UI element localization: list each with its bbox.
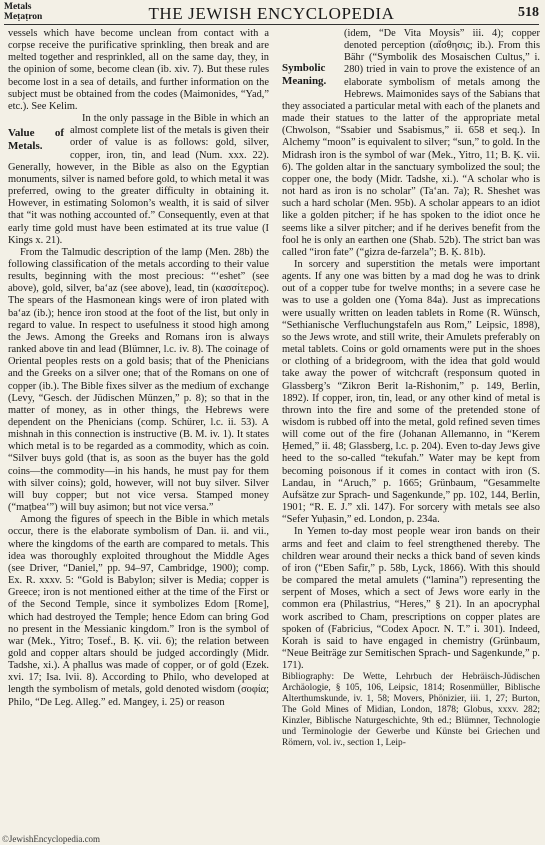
paragraph: (idem, “De Vita Moysis” iii. 4); copper denoted perception (αἴσθησις; ib.). From this Bähr (“Symbolik des Mosaischen Cultus,” i. 280) tried in vain to prove the existence of an elaborate symbolism of metals among the Hebrews. Maimonides says of the Sabians that they associated a particular metal with each of the planets and made their statues to the latter of the appropriate metal (Chwolson, “Ssabier und Ssabismus,” ii. 658 et seq.). In Alchemy “moon” is equivalent to silver; “sun,” to gold. In the Midrash iron is the symbol of war (Mek., Yitro, 11; B. Ḳ. vii. 6). The golden altar in the sanctuary symbolized the soul; the copper one, the body (Midr. Tadshe, xi.). “A scholar who is not hard as iron is no scholar” (Ta‘an. 7a); R. Sheshet was such a hard scholar (Men. 95b). A scholar appears to an idiot like a golden pitcher; if he has spoken to the idiot once he seems like a silver pitcher; and if he derives benefit from the fool he is only an earthen one (Shab. 52b). The strict ban was called “iron fate” (“gizra de-farzela”; B. Ḳ. 81b). (282, 28, 540, 258)
paragraph: In sorcery and superstition the metals were important agents. If any one was bitten by a mad dog he was to drink out of a copper tube for twelve months; in a severe case he was to use a golden one (Yoma 84a). Just as imprecations were usually written on leaden tablets in Rome (R. Wünsch, “Sethianische Verfluchungstafeln aus Rom,” Leipsic, 1898), so the Jews wrote, and still write, their Amulets preferably on metal tablets. Coins or gold ornaments were put in the shoes or clothing of a bridegroom, with the idea that gold would take away the power of witchcraft (responsum quoted in Glassberg’s “Zikron Berit la-Rishonim,” p. 149, Berlin, 1892). If copper, iron, tin, lead, or any other kind of metal is thrown into the fire and some of the pretended stone of wisdom is rubbed off into the metal, gold refined seven times will come out of the fire (Johanan Allemanno, in “Kerem Ḥemed,” ii. 48; Glassberg, l.c. p. 204). Even to-day Jews give heed to the so-called “tekufah.” Water may be kept from becoming poisonous if it comes in contact with iron (S. Landau, in “Aruch,” p. 1665; Grünbaum, “Gesammelte Aufsätze zur Sprach- und Sagenkunde,” pp. 102, 144, Berlin, 1901; “R. E. J.” xli. 147). For sorcery with metals see also “Sefer Yuḥasin,” ed. London, p. 234a. (282, 258, 540, 526)
watermark: ©JewishEncyclopedia.com (2, 834, 101, 844)
header-rule (4, 24, 539, 25)
paragraph: In the only passage in the Bible in which an almost complete list of the metals is given their order of value is as follows: gold, silver, copper, iron, tin, and lead (Num. xxx. 22). Generally, however, in the Bible as also on the Egyptian monuments, silver is named before gold, to which metal it was preferred, owing to the greater difficulty in obtaining it. However, in estimating Solomon’s wealth, it is said of silver that “it was nothing accounted of.” Consequently, even at that early time gold must have been estimated at its true value (I Kings x. 21). (8, 113, 269, 246)
paragraph: In Yemen to-day most people wear iron bands on their arms and feet and claim to feel strengthened thereby. The children wear around their necks a thick band of seven kinds of iron (“Eben Safir,” p. 58b, Lyck, 1866). With this should be compared the metal amulets (“lamina”) representing the serpent of Moses, which a sect of Jews wore early in the common era (Philastrius, “Heres,” § 21). In an apocryphal work ascribed to Cham, prescriptions on copper plates are spoken of (Fabricius, “Codex Apocr. N. T.” i. 301). Indeed, Korah is said to have engaged in chemistry (Grünbaum, “Neue Beiträge zur Semitischen Sprach- und Sagenkunde,” p. 171). (282, 526, 540, 672)
right-column (282, 28, 540, 840)
side-heading-value-of-metals: Value of Metals. (8, 127, 64, 152)
paragraph: From the Talmudic description of the lamp (Men. 28b) the following classification of the metals according to their value results, beginning with the most precious: “‘eshet” (see above), gold, silver, ba‘az (see above), lead, tin (κασσίτερος). The spears of the Hasmonean kings were of iron plated with ba‘az (ib.); hence iron stood at the foot of the list, but only in regard to value. In respect to usefulness it stood high among the Jews. Among the Greeks and Romans iron is always ranked above tin and lead (Blümner, l.c. iv. 8). The coinage of Oriental peoples rests on a gold basis; that of the Phenicians and the Greeks on a silver one; that of the Romans on one of copper (ib.). The Bible fixes silver as the medium of exchange (Levy, “Gesch. der Jüdischen Münzen,” p. 8); so that in the matter of money, as in other things, the Hebrews were dependent on the Phenicians (comp. Schürer, l.c. ii. 53). A mishnah in this connection is instructive (B. M. iv. 1). It states which metal is to be regarded as a commodity, which as coin. “Silver buys gold (that is, as soon as the buyer has the gold coins—the commodity—in his hands, he must pay for them with silver coins); gold, however, will not buy silver. Silver will buy copper; but not vice versa. Stamped money (“maṭbea‘”) will buy asimon; but not vice versa.” (8, 246, 269, 514)
running-head-line-2: Meṭaṭron (4, 12, 43, 22)
side-heading-symbolic-meaning: Symbolic Meaning. (282, 62, 327, 87)
bibliography: Bibliography: De Wette, Lehrbuch der Hebräisch-Jüdischen Archäologie, § 105, 106, Leipsic, 1814; Rosenmüller, Biblische Alterthumskunde, iv. 1, 58; Movers, Phönizier, iii. 1, 27; Burton, The Gold Mines of Midian, London, 1878; Globus, xxxv. 282; Kinzler, Biblische Naturgeschichte, 9th ed.; Blümner, Technologie und Terminologie der Gewerbe und Künste bei Griechen und Römern, vol. iv., section 1, Leip- (282, 672, 540, 749)
left-column (8, 28, 269, 840)
paragraph: vessels which have become unclean from contact with a corpse receive the purificative sprinkling, then break and are melted together and resprinkled, all on the same day, they, in the opinion of some, become clean (ib. xiv. 7). But these rules become lost in a sea of details, and further information on the subject must be obtained from the codes (Maimonides, “Yad,” etc.). See Kelim. (8, 28, 269, 112)
page-number: 518 (518, 5, 539, 20)
page-title: THE JEWISH ENCYCLOPEDIA (148, 4, 395, 23)
page-header (4, 2, 539, 26)
paragraph: Among the figures of speech in the Bible in which metals occur, there is the elaborate symbolism of Dan. ii. and vii., where the kingdoms of the earth are compared to metals. This idea was thoroughly exploited throughout the Middle Ages (see Driver, “Daniel,” pp. 94–97, Cambridge, 1900); comp. Ex. R. xxxv. 5: “Gold is Babylon; silver is Media; copper is Greece; iron is not mentioned either at the time of the First or of the Second Temple, since it symbolizes Edom [Rome], which had destroyed the Temple; hence Edom can bring God no present in the Messianic kingdom.” Iron is the symbol of war (Mek., Yitro; Tosef., B. Ḳ. vii. 6); the relation between gold and copper altars should be judged accordingly (Midr. Tadshe, xi.). A phallus was made of copper, or of gold (Ezek. xvi. 17; Isa. lvii. 8). According to Philo, who developed at length the symbolism of metals, gold denoted wisdom (σοφία; Philo, “De Leg. Alleg.” ed. Mangey, i. 25) or reason (8, 514, 269, 708)
running-head-line-1: Metals (4, 2, 32, 12)
